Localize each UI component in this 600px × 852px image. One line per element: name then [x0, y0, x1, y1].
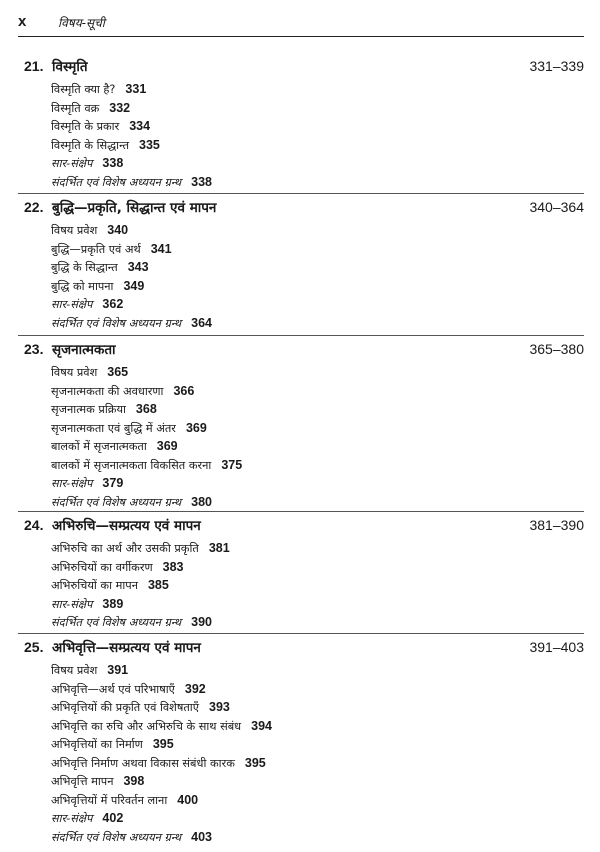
entry-title: अभिवृत्ति—अर्थ एवं परिभाषाएँ [51, 682, 175, 696]
entry-page-number: 334 [129, 119, 151, 133]
toc-entry[interactable] [0, 400, 600, 419]
toc-entry[interactable] [0, 474, 600, 493]
entry-title: अभिवृत्ति का रुचि और अभिरुचि के साथ संबंध [51, 719, 242, 733]
chapter-number: 22. [24, 199, 44, 215]
toc-entry[interactable] [0, 493, 600, 512]
section-divider [18, 193, 584, 194]
entry-title: अभिवृत्तियों की प्रकृति एवं विशेषताएँ [51, 701, 199, 714]
entry-title: विषय प्रवेश [51, 664, 98, 677]
entry-page-number: 395 [244, 755, 266, 770]
entry-title: सार-संक्षेप [51, 812, 93, 825]
chapter-title: विस्मृति [52, 59, 88, 75]
chapter-title: सृजनात्मकता [52, 342, 116, 358]
entry-title: सृजनात्मकता की अवधारणा [51, 384, 164, 398]
entry-title: विस्मृति वक्र [51, 101, 100, 115]
toc-entry[interactable] [0, 258, 600, 277]
entry-title: सार-संक्षेप [51, 477, 93, 490]
toc-entry[interactable] [0, 661, 600, 680]
entry-page-number: 364 [191, 315, 212, 330]
toc-entry[interactable] [0, 754, 600, 773]
entry-page-number: 332 [109, 100, 131, 115]
chapter-number: 24. [24, 517, 44, 533]
entry-title: संदर्भित एवं विशेष अध्ययन ग्रन्थ [51, 175, 182, 189]
toc-entry[interactable] [0, 576, 600, 595]
toc-entry[interactable] [0, 117, 600, 136]
chapter-block [0, 197, 600, 332]
entry-page-number: 403 [191, 829, 212, 844]
entry-title: अभिवृत्ति मापन [51, 775, 114, 788]
entry-title: बुद्धि को मापना [51, 279, 114, 293]
toc-entry[interactable] [0, 277, 600, 296]
chapter-block [0, 339, 600, 511]
toc-entry[interactable] [0, 735, 600, 754]
entry-title: सृजनात्मकता एवं बुद्धि में अंतर [51, 421, 176, 435]
toc-entry[interactable] [0, 136, 600, 155]
chapter-number: 23. [24, 341, 44, 357]
entry-title: बालकों में सृजनात्मकता विकसित करना [51, 458, 212, 472]
chapter-page-range: 365–380 [529, 341, 584, 357]
entry-page-number: 340 [107, 223, 129, 237]
entry-title: विस्मृति के प्रकार [51, 120, 120, 133]
entry-page-number: 366 [173, 383, 195, 398]
chapter-page-range: 340–364 [529, 199, 584, 215]
chapter-entries [0, 661, 600, 846]
chapter-block [0, 515, 600, 632]
entry-page-number: 392 [184, 681, 206, 696]
chapter-number: 21. [24, 58, 44, 74]
entry-title: बालकों में सृजनात्मकता [51, 440, 147, 453]
entry-page-number: 349 [123, 278, 145, 293]
entry-page-number: 383 [162, 559, 184, 574]
chapter-block [0, 56, 600, 191]
entry-page-number: 390 [191, 615, 212, 629]
toc-entry[interactable] [0, 173, 600, 192]
toc-entry[interactable] [0, 99, 600, 118]
running-title: विषय-सूची [58, 16, 105, 30]
chapter-heading[interactable] [0, 339, 600, 363]
section-divider [18, 511, 584, 512]
entry-page-number: 368 [135, 402, 157, 416]
toc-entry[interactable] [0, 295, 600, 314]
page-number-roman: x [18, 13, 27, 30]
entry-page-number: 402 [102, 811, 124, 825]
chapter-heading[interactable] [0, 637, 600, 661]
entry-page-number: 379 [102, 476, 124, 490]
toc-entry[interactable] [0, 558, 600, 577]
entry-page-number: 394 [251, 718, 272, 733]
entry-page-number: 398 [123, 774, 145, 788]
running-header [18, 10, 584, 37]
entry-title: संदर्भित एवं विशेष अध्ययन ग्रन्थ [51, 830, 182, 844]
toc-entry[interactable] [0, 698, 600, 717]
entry-title: विस्मृति क्या है? [51, 83, 116, 96]
toc-entry[interactable] [0, 456, 600, 475]
entry-page-number: 343 [127, 260, 149, 274]
entry-page-number: 335 [139, 137, 160, 152]
entry-title: संदर्भित एवं विशेष अध्ययन ग्रन्थ [51, 616, 182, 629]
toc-entry[interactable] [0, 613, 600, 632]
toc-entry[interactable] [0, 221, 600, 240]
chapter-heading[interactable] [0, 197, 600, 221]
entry-title: अभिवृत्तियों का निर्माण [51, 738, 143, 751]
entry-title: अभिवृत्तियों में परिवर्तन लाना [51, 793, 168, 807]
entry-page-number: 369 [185, 420, 207, 435]
toc-entry[interactable] [0, 437, 600, 456]
entry-page-number: 400 [177, 792, 199, 807]
entry-title: सार-संक्षेप [51, 157, 93, 170]
entry-page-number: 385 [147, 578, 169, 592]
chapter-entries [0, 539, 600, 632]
entry-title: विषय प्रवेश [51, 366, 98, 379]
toc-entry[interactable] [0, 539, 600, 558]
entry-title: संदर्भित एवं विशेष अध्ययन ग्रन्थ [51, 495, 182, 509]
chapter-page-range: 391–403 [529, 639, 584, 655]
chapter-entries [0, 221, 600, 332]
chapter-title: अभिवृत्ति—सम्प्रत्यय एवं मापन [52, 640, 201, 656]
entry-title: अभिरुचियों का वर्गीकरण [51, 560, 153, 574]
entry-page-number: 375 [221, 457, 243, 472]
entry-title: अभिरुचियों का मापन [51, 579, 138, 592]
chapter-block [0, 637, 600, 846]
chapter-title: अभिरुचि—सम्प्रत्यय एवं मापन [52, 518, 201, 534]
entry-title: सार-संक्षेप [51, 597, 93, 611]
entry-page-number: 365 [107, 365, 129, 379]
toc-entry[interactable] [0, 240, 600, 259]
toc-entry[interactable] [0, 717, 600, 736]
entry-page-number: 393 [209, 700, 230, 714]
entry-page-number: 395 [152, 737, 174, 751]
chapter-entries [0, 80, 600, 191]
toc-entry[interactable] [0, 382, 600, 401]
section-divider [18, 335, 584, 336]
entry-page-number: 381 [208, 541, 230, 555]
toc-entry[interactable] [0, 80, 600, 99]
entry-title: सार-संक्षेप [51, 298, 93, 311]
entry-title: अभिरुचि का अर्थ और उसकी प्रकृति [51, 542, 199, 555]
entry-title: सृजनात्मक प्रक्रिया [51, 403, 126, 416]
toc-entry[interactable] [0, 595, 600, 614]
chapter-heading[interactable] [0, 515, 600, 539]
entry-page-number: 341 [150, 241, 172, 256]
entry-title: अभिवृत्ति निर्माण अथवा विकास संबंधी कारक [51, 756, 235, 770]
chapter-heading[interactable] [0, 56, 600, 80]
toc-entry[interactable] [0, 154, 600, 173]
entry-page-number: 362 [102, 297, 124, 311]
section-divider [18, 633, 584, 634]
toc-entry[interactable] [0, 314, 600, 333]
entry-title: बुद्धि—प्रकृति एवं अर्थ [51, 242, 141, 256]
toc-entry[interactable] [0, 772, 600, 791]
entry-title: विस्मृति के सिद्धान्त [51, 138, 130, 152]
toc-entry[interactable] [0, 791, 600, 810]
toc-entry[interactable] [0, 363, 600, 382]
chapter-title: बुद्धि—प्रकृति, सिद्धान्त एवं मापन [52, 200, 217, 216]
entry-page-number: 391 [107, 663, 129, 677]
entry-page-number: 389 [102, 596, 124, 611]
chapter-page-range: 331–339 [529, 58, 584, 74]
toc-entry[interactable] [0, 680, 600, 699]
toc-entry[interactable] [0, 809, 600, 828]
entry-title: संदर्भित एवं विशेष अध्ययन ग्रन्थ [51, 316, 182, 330]
chapter-page-range: 381–390 [529, 517, 584, 533]
toc-entry[interactable] [0, 828, 600, 847]
entry-title: बुद्धि के सिद्धान्त [51, 261, 118, 274]
entry-title: विषय प्रवेश [51, 224, 98, 237]
entry-page-number: 380 [191, 494, 212, 509]
entry-page-number: 338 [191, 174, 212, 189]
entry-page-number: 369 [156, 439, 178, 453]
chapter-entries [0, 363, 600, 511]
chapter-number: 25. [24, 639, 44, 655]
toc-entry[interactable] [0, 419, 600, 438]
entry-page-number: 338 [102, 156, 124, 170]
entry-page-number: 331 [125, 82, 147, 96]
